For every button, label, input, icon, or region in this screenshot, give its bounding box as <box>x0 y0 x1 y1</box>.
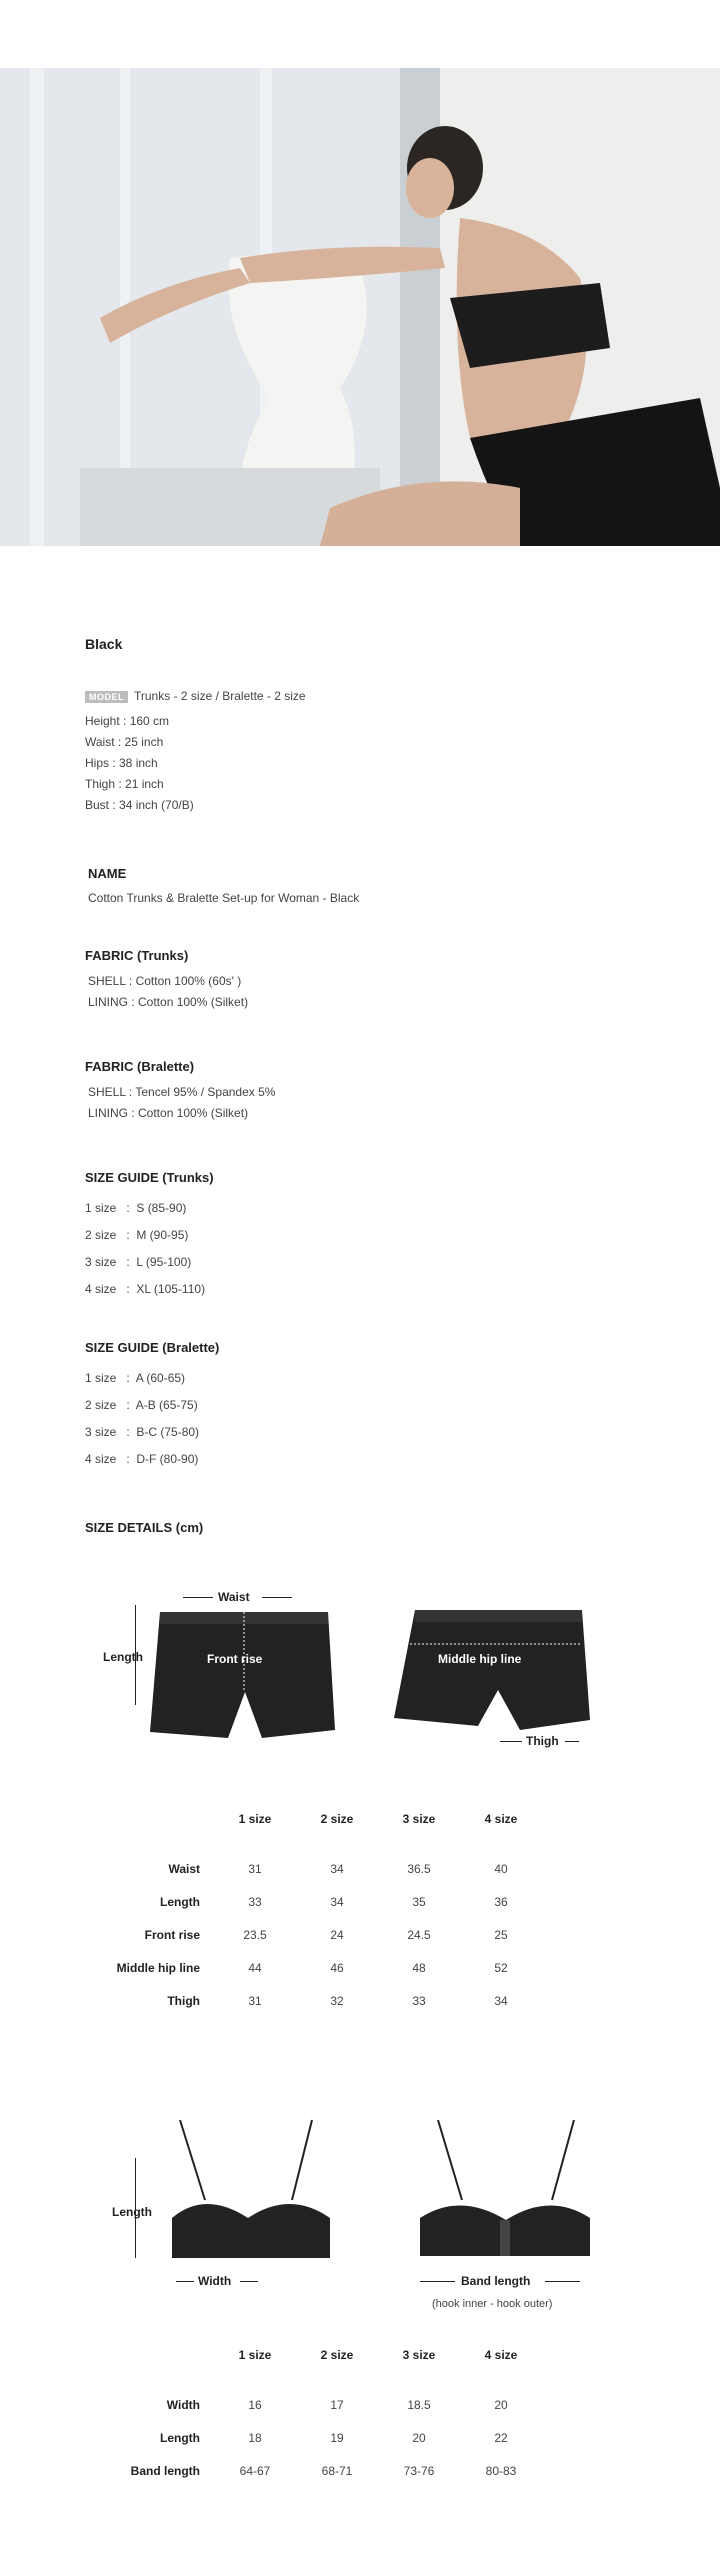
table-row <box>80 2398 536 2412</box>
trunks-middle-hip-label: Middle hip line <box>438 1652 522 1666</box>
cell: 18.5 <box>407 2398 431 2412</box>
size-details-heading: SIZE DETAILS (cm) <box>85 1520 204 1535</box>
cell: 64-67 <box>239 2464 271 2478</box>
cell: 20 <box>412 2431 426 2445</box>
size-guide-trunks-heading: SIZE GUIDE (Trunks) <box>85 1170 214 1185</box>
model-sizes-text: Trunks - 2 size / Bralette - 2 size <box>134 689 306 703</box>
fabric-trunks-heading: FABRIC (Trunks) <box>85 948 189 963</box>
row-label: Length <box>160 2431 200 2445</box>
band-line-left <box>420 2281 455 2282</box>
table-row <box>80 1895 536 1909</box>
trunks-illustration <box>0 1580 720 1760</box>
model-hips: Hips : 38 inch <box>85 756 158 770</box>
table-row <box>80 1961 536 1975</box>
cell: 80-83 <box>485 2464 517 2478</box>
cell: 33 <box>248 1895 262 1909</box>
waist-line-right <box>262 1597 292 1598</box>
row-label: Band length <box>130 2464 200 2478</box>
size-guide-trunks-1: 1 size : S (85-90) <box>85 1201 187 1215</box>
table-row <box>80 2431 536 2445</box>
cell: 34 <box>330 1862 344 1876</box>
table-row <box>80 1928 536 1942</box>
trunks-diagram <box>0 1580 720 1760</box>
table-row <box>80 1862 536 1876</box>
cell: 48 <box>412 1961 426 1975</box>
trunks-col-3: 3 size <box>402 1812 436 1826</box>
trunks-waist-label: Waist <box>218 1590 250 1604</box>
row-label: Width <box>166 2398 200 2412</box>
row-label: Waist <box>168 1862 200 1876</box>
cell: 31 <box>248 1862 262 1876</box>
cell: 20 <box>494 2398 508 2412</box>
trunks-length-label: Length <box>103 1650 143 1664</box>
bralette-col-1: 1 size <box>238 2348 272 2362</box>
size-guide-bralette-1: 1 size : A (60-65) <box>85 1371 186 1385</box>
bralette-width-label: Width <box>198 2274 232 2288</box>
size-guide-trunks-3: 3 size : L (95-100) <box>85 1255 192 1269</box>
bralette-col-3: 3 size <box>402 2348 436 2362</box>
cell: 68-71 <box>321 2464 353 2478</box>
thigh-line-right <box>565 1741 579 1742</box>
thigh-line-left <box>500 1741 522 1742</box>
trunks-col-4: 4 size <box>484 1812 518 1826</box>
model-waist: Waist : 25 inch <box>85 735 164 749</box>
fabric-bralette-lining: LINING : Cotton 100% (Silket) <box>88 1106 249 1120</box>
model-sizes <box>85 689 306 703</box>
trunks-thigh-label: Thigh <box>526 1734 559 1748</box>
cell: 36 <box>494 1895 508 1909</box>
model-thigh: Thigh : 21 inch <box>85 777 164 791</box>
size-guide-bralette-2: 2 size : A-B (65-75) <box>85 1398 198 1412</box>
size-guide-trunks-2: 2 size : M (90-95) <box>85 1228 189 1242</box>
fabric-trunks-shell: SHELL : Cotton 100% (60s' ) <box>88 974 242 988</box>
cell: 36.5 <box>407 1862 431 1876</box>
band-line-right <box>545 2281 580 2282</box>
trunks-front-rise-label: Front rise <box>207 1652 263 1666</box>
cell: 40 <box>494 1862 508 1876</box>
fabric-bralette-shell: SHELL : Tencel 95% / Spandex 5% <box>88 1085 276 1099</box>
cell: 46 <box>330 1961 344 1975</box>
cell: 22 <box>494 2431 508 2445</box>
trunks-col-2: 2 size <box>320 1812 354 1826</box>
cell: 52 <box>494 1961 508 1975</box>
bralette-band-length-label: Band length <box>461 2274 531 2288</box>
model-illustration <box>0 68 720 546</box>
cell: 31 <box>248 1994 262 2008</box>
trunks-table-header <box>220 1812 536 1826</box>
cell: 44 <box>248 1961 262 1975</box>
cell: 24.5 <box>407 1928 431 1942</box>
cell: 23.5 <box>243 1928 267 1942</box>
bralette-table-header <box>220 2348 536 2362</box>
bralette-illustration <box>0 2100 720 2280</box>
cell: 24 <box>330 1928 344 1942</box>
bralette-diagram <box>0 2100 720 2280</box>
cell: 33 <box>412 1994 426 2008</box>
row-label: Length <box>160 1895 200 1909</box>
cell: 32 <box>330 1994 344 2008</box>
cell: 18 <box>248 2431 262 2445</box>
width-line-right <box>240 2281 258 2282</box>
bralette-col-2: 2 size <box>320 2348 354 2362</box>
model-badge: MODEL <box>85 691 128 703</box>
model-bust: Bust : 34 inch (70/B) <box>85 798 194 812</box>
fabric-trunks-lining: LINING : Cotton 100% (Silket) <box>88 995 249 1009</box>
size-guide-bralette-3: 3 size : B-C (75-80) <box>85 1425 200 1439</box>
bralette-length-label: Length <box>112 2205 152 2219</box>
bralette-band-note: (hook inner - hook outer) <box>432 2298 553 2310</box>
row-label: Thigh <box>167 1994 200 2008</box>
cell: 73-76 <box>403 2464 435 2478</box>
cell: 25 <box>494 1928 508 1942</box>
cell: 34 <box>330 1895 344 1909</box>
size-guide-trunks-4: 4 size : XL (105-110) <box>85 1282 206 1296</box>
cell: 16 <box>248 2398 262 2412</box>
table-row <box>80 1994 536 2008</box>
row-label: Middle hip line <box>116 1961 200 1975</box>
waist-line-left <box>183 1597 213 1598</box>
hero-photo <box>0 68 720 546</box>
bralette-col-4: 4 size <box>484 2348 518 2362</box>
product-name: Cotton Trunks & Bralette Set-up for Woman - Black <box>88 891 360 905</box>
cell: 34 <box>494 1994 508 2008</box>
cell: 19 <box>330 2431 344 2445</box>
color-name: Black <box>85 636 123 652</box>
fabric-bralette-heading: FABRIC (Bralette) <box>85 1059 195 1074</box>
size-guide-bralette-4: 4 size : D-F (80-90) <box>85 1452 199 1466</box>
cell: 17 <box>330 2398 344 2412</box>
row-label: Front rise <box>144 1928 200 1942</box>
cell: 35 <box>412 1895 426 1909</box>
size-guide-bralette-heading: SIZE GUIDE (Bralette) <box>85 1340 220 1355</box>
width-line-left <box>176 2281 194 2282</box>
model-height: Height : 160 cm <box>85 714 170 728</box>
name-heading: NAME <box>88 866 127 881</box>
trunks-col-1: 1 size <box>238 1812 272 1826</box>
table-row <box>80 2464 536 2478</box>
